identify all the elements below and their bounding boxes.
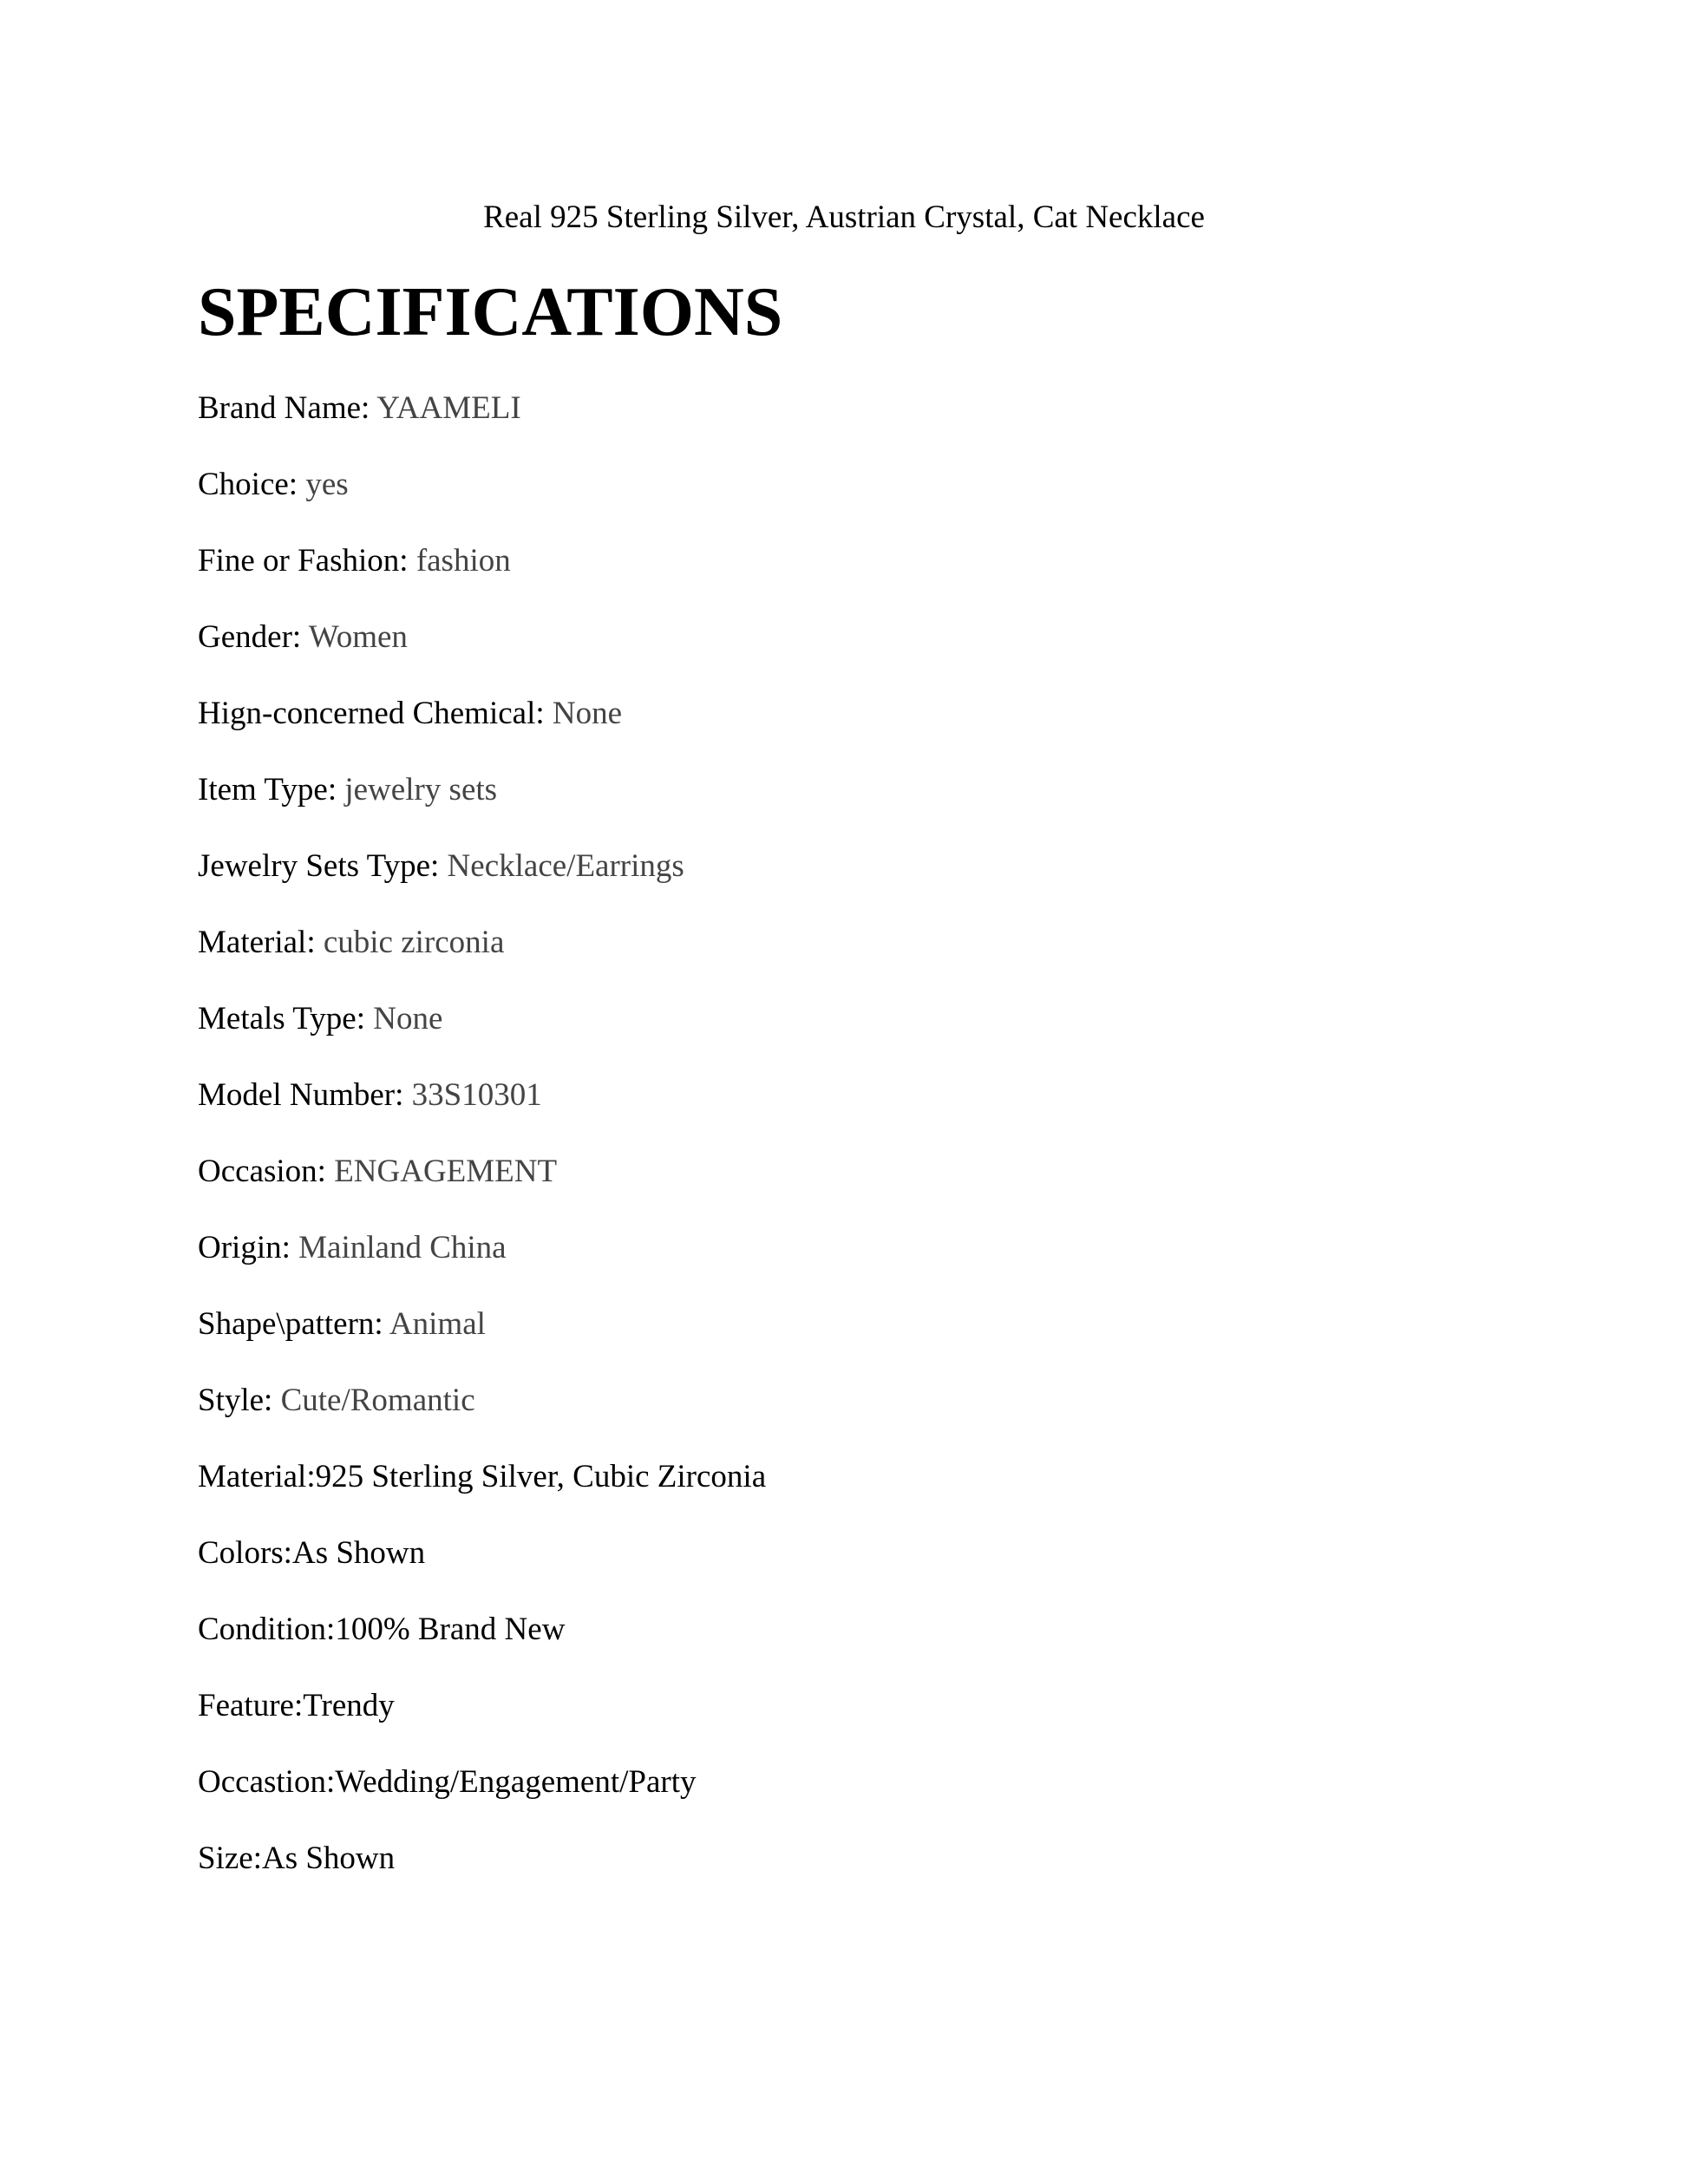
spec-key: Style: <box>198 1383 281 1418</box>
spec-row <box>198 1150 766 1226</box>
spec-key: Metals Type: <box>198 1001 374 1036</box>
spec-value: Necklace/Earrings <box>447 848 684 884</box>
spec-key: Occasion: <box>198 1154 335 1189</box>
spec-key: Size: <box>198 1841 262 1876</box>
spec-key: Model Number: <box>198 1077 412 1113</box>
spec-value: 925 Sterling Silver, Cubic Zirconia <box>315 1459 767 1494</box>
spec-key: Shape\pattern: <box>198 1306 389 1342</box>
spec-value: Women <box>308 619 408 655</box>
spec-value: Wedding/Engagement/Party <box>335 1764 697 1800</box>
spec-key: Feature: <box>198 1688 304 1723</box>
spec-row <box>198 1608 766 1684</box>
spec-row <box>198 921 766 997</box>
spec-key: Origin: <box>198 1230 299 1265</box>
spec-row <box>198 1074 766 1150</box>
spec-key: Item Type: <box>198 772 345 808</box>
spec-row <box>198 1684 766 1761</box>
spec-key: Jewelry Sets Type: <box>198 848 448 884</box>
spec-row <box>198 387 766 463</box>
spec-value: jewelry sets <box>344 772 498 808</box>
spec-row <box>198 692 766 768</box>
spec-row <box>198 1226 766 1303</box>
spec-row <box>198 1532 766 1608</box>
spec-row <box>198 463 766 539</box>
spec-key: Material: <box>198 1459 316 1494</box>
spec-key: Fine or Fashion: <box>198 543 416 579</box>
spec-row <box>198 1379 766 1455</box>
spec-key: Occastion: <box>198 1764 336 1800</box>
spec-row <box>198 1761 766 1837</box>
spec-value: cubic zirconia <box>323 925 505 960</box>
spec-value: Animal <box>389 1306 486 1342</box>
spec-value: fashion <box>415 543 511 579</box>
spec-row <box>198 997 766 1074</box>
spec-value: None <box>552 696 623 731</box>
spec-row <box>198 539 766 616</box>
spec-key: Hign-concerned Chemical: <box>198 696 553 731</box>
spec-value: 100% Brand New <box>335 1612 566 1647</box>
spec-key: Colors: <box>198 1535 292 1571</box>
specifications-list <box>198 387 766 1913</box>
document-title: Real 925 Sterling Silver, Austrian Crystal, Cat Necklace <box>483 199 1205 235</box>
spec-key: Gender: <box>198 619 309 655</box>
spec-value: ENGAGEMENT <box>334 1154 558 1189</box>
spec-value: As Shown <box>261 1841 396 1876</box>
specifications-heading: SPECIFICATIONS <box>198 274 783 350</box>
spec-value: None <box>373 1001 443 1036</box>
spec-row <box>198 616 766 692</box>
spec-value: Cute/Romantic <box>280 1383 475 1418</box>
spec-key: Brand Name: <box>198 390 377 426</box>
spec-value: Mainland China <box>298 1230 507 1265</box>
spec-value: YAAMELI <box>376 390 521 426</box>
spec-key: Material: <box>198 925 324 960</box>
spec-row <box>198 845 766 921</box>
spec-value: 33S10301 <box>411 1077 542 1113</box>
spec-value: yes <box>305 467 349 502</box>
spec-value: As Shown <box>291 1535 426 1571</box>
spec-value: Trendy <box>303 1688 395 1723</box>
spec-row <box>198 1837 766 1913</box>
spec-row <box>198 1455 766 1532</box>
spec-key: Choice: <box>198 467 306 502</box>
spec-row <box>198 768 766 845</box>
spec-row <box>198 1303 766 1379</box>
spec-key: Condition: <box>198 1612 336 1647</box>
